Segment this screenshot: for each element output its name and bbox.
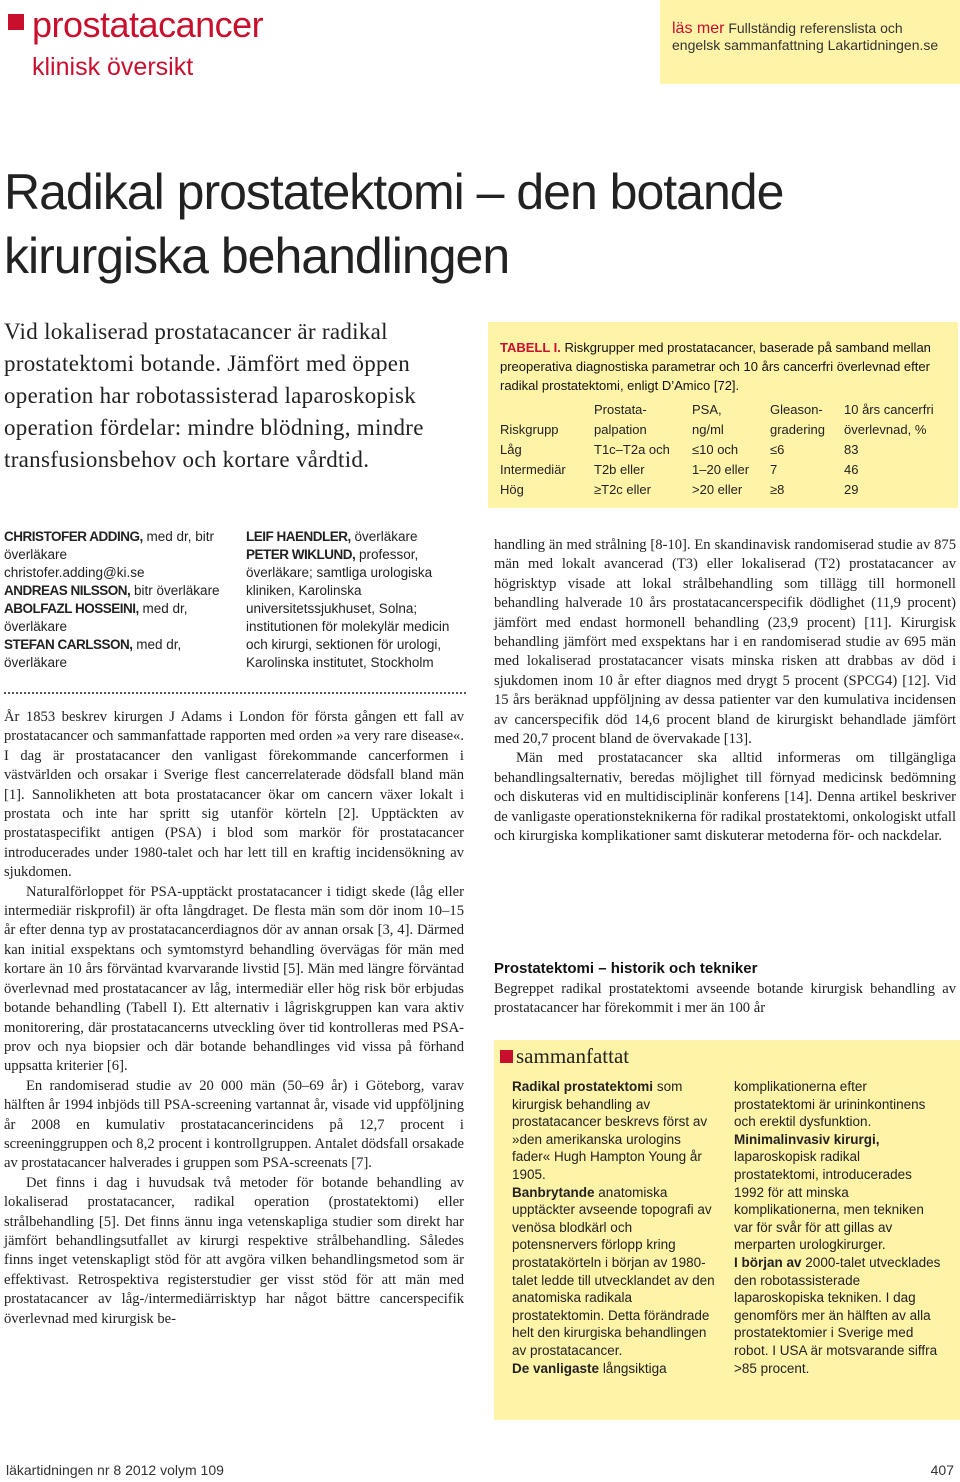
table-header-row-1 <box>500 400 950 420</box>
table-cell: 1–20 eller <box>692 462 750 477</box>
summary-keyword: Minimalinvasiv kirurgi, <box>734 1131 880 1147</box>
body-paragraph: Det finns i dag i huvudsak två metoder för botande behandling av lokaliserad prostatacancer, radikal operation (prostatektomi) eller strålbehandling [5]. Det finns ännu inga vetenskapliga studier som direkt har jämfört behandlingsutfallet av kirurgi respektive strålbehandling. Således finns inget vetenskapligt stöd för att avgöra vilken behandlingsmetod som är effektivast. Retrospektiva registerstudier ger visst stöd för att män med prostatacancer av låg-/intermediärrisktyp har något bättre cancerspecifik överlevnad med kirurgisk be- <box>4 1174 464 1327</box>
table-cell: ≥8 <box>770 482 785 497</box>
author-role: professor, överläkare; samtliga urologiska kliniken, Karolinska universitetssjukhuset, Solna; institutionen för molekylär medicin och kirurgi, sektionen för urologi, Karolinska institutet, Stockholm <box>246 547 450 670</box>
body-paragraph: Naturalförloppet för PSA-upptäckt prostatacancer i tidigt skede (låg eller intermediär riskprofil) är ofta långdraget. De flesta män som dör inom 10–15 år efter denna typ av prostatacancerdiagnos dör av annan orsak [3, 4]. Därmed kan initial exspektans och symtomstyrd behandling övervägas för män med kortare än 10 års förväntad kvarvarande livstid [5]. Män med längre förväntad överlevnad med prostatacancer av låg, intermediär eller hög risk bör erbjudas botande behandling (Tabell I). Ett alternativ i lågriskgruppen kan vara aktiv monitorering, där prostatacancerns utveckling över tid kontrolleras med PSA-prov och nya biopsier och där botande behandlinges vid vissa på förhand uppsatta kriterier [6]. <box>4 883 464 1075</box>
table-cell: Låg <box>500 442 522 457</box>
table-header-cell: Prostata- <box>594 402 647 417</box>
summary-text: som kirurgisk behandling av prostatacancer beskrevs först av »den amerikanska urologins fader« Hugh Hampton Young år 1905. <box>512 1079 708 1182</box>
table-header-cell: ng/ml <box>692 422 724 437</box>
author-role: bitr överläkare <box>134 583 220 598</box>
table-cell: 29 <box>844 482 859 497</box>
table-cell: Intermediär <box>500 462 566 477</box>
table-cell: T2b eller <box>594 462 645 477</box>
table-caption <box>500 338 940 395</box>
table-row <box>500 480 950 500</box>
readmore-text: Fullständig referenslista och engelsk sammanfattning Lakartidningen.se <box>672 20 939 53</box>
summary-keyword: De vanligaste <box>512 1360 600 1376</box>
body-paragraph: handling än med strålning [8-10]. En skandinavisk randomiserad studie av 875 män med lokalt avancerad (T3) eller lokaliserad (T2) prostatacancer av högrisktyp visade att lokal strålbehandling som tillägg till hormonell behandling halverade 10 års prostatacancerspecifik dödlighet (11,9 procent) jämfört med endast hormonell behandling (23,9 procent) [11]. Kirurgisk behandling jämfört med exspektans har i en randomiserad studie av 695 män med lokaliserad prostatacancer visats minska risken att drabbas av död i sjukdomen inom 10 år efter diagnos med drygt 5 procent (SPCG4) [12]. Vid 15 års beräknad uppföljning av dessa patienter var den kumulativa incidensen av cancerspecifik död 14,6 procent bland de kirurgiskt behandlade jämfört med 20,7 procent bland de övervakade [13]. <box>494 537 956 748</box>
table-row <box>500 460 950 480</box>
author-name: STEFAN CARLSSON, <box>4 637 133 652</box>
summary-keyword: Banbrytande <box>512 1184 595 1200</box>
table-header-cell: 10 års cancerfri <box>844 402 934 417</box>
summary-text: anatomiska upptäckter avseende topografi av venösa blodkärl och potensnervers förlopp kring prostatakörteln i början av 1980-talet ledde till utvecklandet av den anatomiska radikala prostatektomin. Detta förändrade helt den kirurgiska behandlingen av prostatacancer. <box>512 1184 715 1358</box>
table-cell: ≤10 och <box>692 442 739 457</box>
dotted-divider <box>4 692 466 694</box>
body-paragraph: År 1853 beskrev kirurgen J Adams i London för första gången ett fall av prostatacancer och sammanfattade rapporten med orden »a very rare disease«. I dag är prostatacancer den vanligast förekommande cancerformen i västvärlden och orsakar i Sverige flest cancerrelaterade dödsfall bland män [1]. Sannolikheten att bota prostatacancer ökar om cancern växer lokalt i prostata och inte har spritt sig utanför körteln [2]. Upptäckten av prostataspecifikt antigen (PSA) i blod som markör för prostatacancer introducerades under 1980-talet och har lett till en kraftig incidensökning av sjukdomen. <box>4 709 464 881</box>
table-header-row-2 <box>500 420 950 440</box>
summary-marker-square <box>500 1050 513 1063</box>
readmore-label: läs mer <box>672 20 725 37</box>
author-role: med dr, överläkare <box>4 601 188 634</box>
body-column-left <box>4 708 464 1329</box>
table-cell: ≤6 <box>770 442 785 457</box>
article-lead: Vid lokaliserad prostatacancer är radikal prostatektomi botande. Jämfört med öppen operation har robotassisterad laparoskopisk operation fördelar: mindre blödning, mindre transfusionsbehov och kortare vårdtid. <box>4 319 424 472</box>
article-headline: Radikal prostatektomi – den botande kirurgiska behandlingen <box>4 164 784 284</box>
summary-column-left <box>512 1078 716 1377</box>
table-cell: 83 <box>844 442 859 457</box>
page-number: 407 <box>930 1462 954 1478</box>
table-header-cell: Gleason- <box>770 402 823 417</box>
body-paragraph: Begreppet radikal prostatektomi avseende botande kirurgisk behandling av prostatacancer har förekommit i mer än 100 år <box>494 981 956 1017</box>
body-paragraph: En randomiserad studie av 20 000 män (50–69 år) i Göteborg, varav hälften år 1994 inbjöds till PSA-screening vartannat år, visade vid uppföljning år 2008 en kumulativ prostatacancerincidens på 12,7 procent i screeninggruppen och 8,2 procent i kontrollgruppen. Antalet dödsfall orsakade av prostatacancer halverades i gruppen som PSA-screenats [7]. <box>4 1077 464 1172</box>
author-email[interactable]: christofer.adding@ki.se <box>4 565 145 580</box>
table-caption-text: Riskgrupper med prostatacancer, baserade på samband mellan preoperativa diagnostiska parametrar och 10 års cancerfri överlevnad efter radikal prostatektomi, enligt D’Amico [72]. <box>500 340 931 393</box>
author-name: ABOLFAZL HOSSEINI, <box>4 601 139 616</box>
summary-keyword: I början av <box>734 1254 802 1270</box>
table-header-cell: gradering <box>770 422 825 437</box>
section-title: prostatacancer <box>32 4 264 45</box>
table-row <box>500 440 950 460</box>
summary-keyword: Radikal prostatektomi <box>512 1079 654 1094</box>
summary-title: sammanfattat <box>516 1044 630 1068</box>
author-role: med dr, bitr överläkare <box>4 529 215 562</box>
author-role: överläkare <box>354 529 418 544</box>
summary-text: laparoskopisk radikal prostatektomi, introducerades 1992 för att minska komplikationerna, men tekniken var för svår för att gillas av merparten urologkirurger. <box>734 1149 924 1253</box>
body-paragraph: Män med prostatacancer ska alltid informeras om tillgängliga behandlingsalternativ, beredas möjlighet till förnyad medicinsk bedömning och diskuteras vid en multidisciplinär konferens [14]. Denna artikel beskriver de vanligaste operationsteknikerna för radikal prostatektomi, onkologiskt utfall och kirurgiska komplikationer samt diskuterar metoderna för- och nackdelar. <box>494 750 957 845</box>
author-role: med dr, överläkare <box>4 637 182 670</box>
table-header-cell: palpation <box>594 422 647 437</box>
summary-text: 2000-talet utvecklades den robotassisterade laparoskopiska tekniken. I dag genomförs mer än hälften av alla prostatektomier i Sverige med robot. I USA är motsvarande siffra >85 procent. <box>734 1254 941 1376</box>
body-column-right-continued <box>494 980 956 1019</box>
section-marker-square <box>8 14 24 30</box>
table-header-cell: överlevnad, % <box>844 422 927 437</box>
table-cell: >20 eller <box>692 482 743 497</box>
readmore-note <box>672 20 952 53</box>
author-name: PETER WIKLUND, <box>246 547 356 562</box>
table-cell: 7 <box>770 462 778 477</box>
author-name: CHRISTOFER ADDING, <box>4 529 143 544</box>
author-name: LEIF HAENDLER, <box>246 529 351 544</box>
table-label: TABELL I. <box>500 340 561 355</box>
author-name: ANDREAS NILSSON, <box>4 583 131 598</box>
table-header-cell: Riskgrupp <box>500 422 559 437</box>
section-subtitle: klinisk översikt <box>32 53 194 81</box>
table-cell: T1c–T2a och <box>594 442 670 457</box>
summary-column-right <box>734 1078 944 1377</box>
footer-publication: läkartidningen nr 8 2012 volym 109 <box>6 1462 224 1478</box>
table-cell: Hög <box>500 482 524 497</box>
table-cell: 46 <box>844 462 859 477</box>
author-list-left <box>4 528 232 672</box>
table-cell: ≥T2c eller <box>594 482 651 497</box>
summary-text: långsiktiga <box>602 1360 667 1376</box>
author-list-right <box>246 528 474 672</box>
body-column-right <box>494 536 956 847</box>
section-subheading: Prostatektomi – historik och tekniker <box>494 960 758 977</box>
summary-text: komplikationerna efter prostatektomi är urininkontinens och erektil dysfunktion. <box>734 1079 926 1130</box>
table-header-cell: PSA, <box>692 402 722 417</box>
